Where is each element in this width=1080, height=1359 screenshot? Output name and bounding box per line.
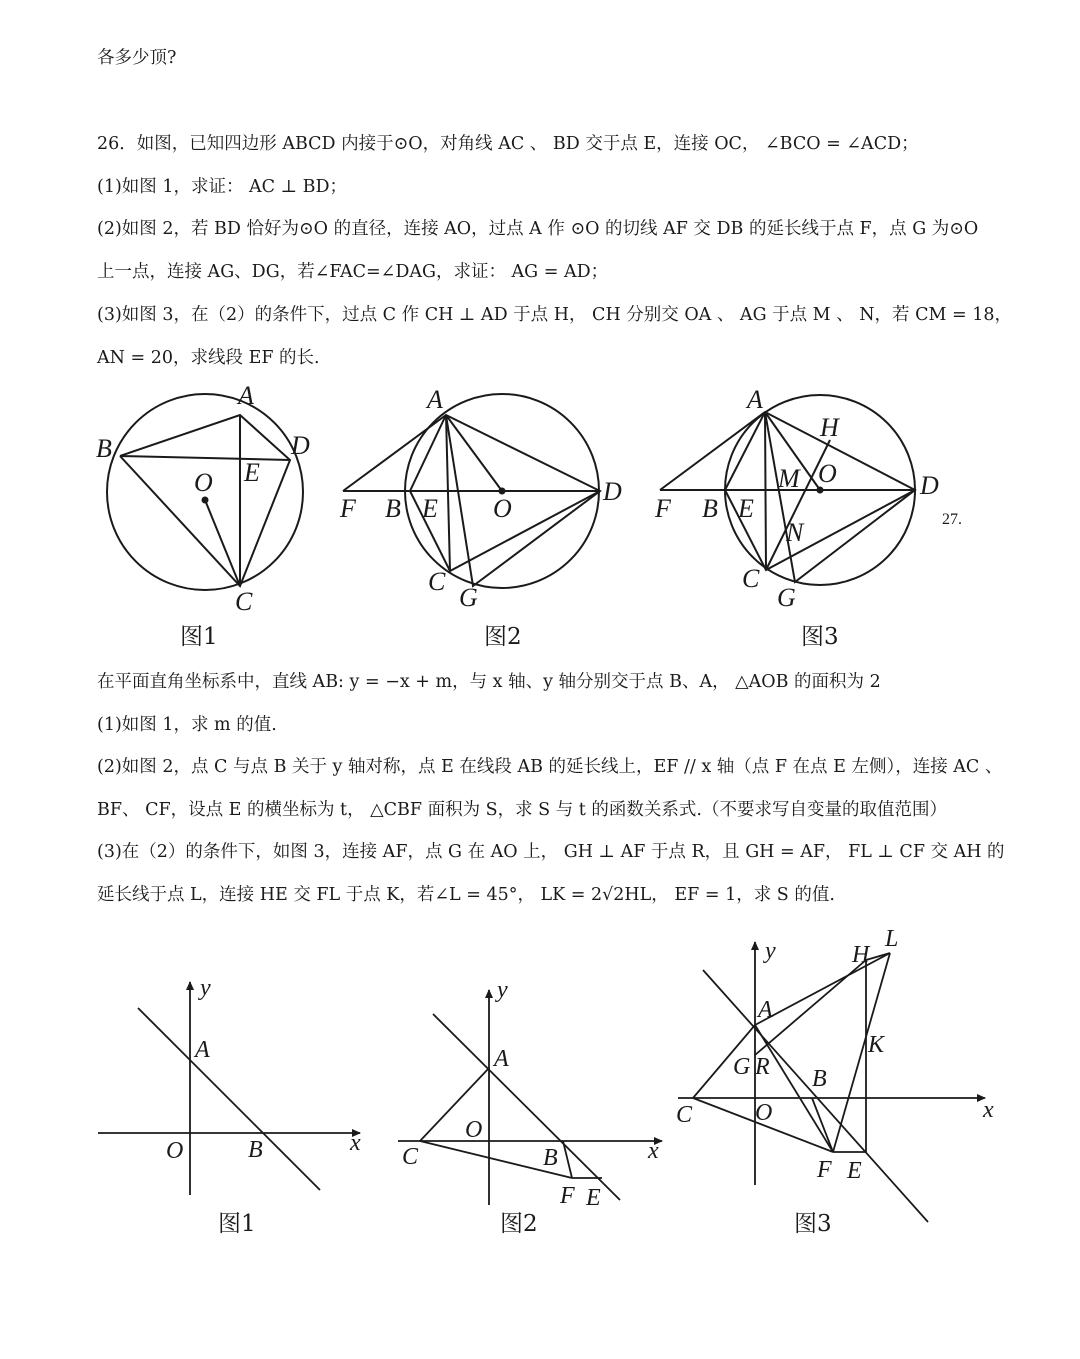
p26-figure-2 xyxy=(339,385,622,612)
p26-caption-3: 图3 xyxy=(801,624,839,650)
p26-f2-label-f: F xyxy=(340,494,356,523)
problem-27-part3-line2: 延长线于点 L，连接 HE 交 FL 于点 K，若∠L = 45°， LK = 2√2HL， EF = 1，求 S 的值. xyxy=(97,885,835,905)
problem-27-part2-line2: BF、 CF，设点 E 的横坐标为 t， △CBF 面积为 S，求 S 与 t 的函数关系式.（不要求写自变量的取值范围） xyxy=(97,800,947,820)
p27-f3-label-x: x xyxy=(983,1097,994,1123)
p26-figure-1 xyxy=(96,381,310,616)
p26-figure-3 xyxy=(654,385,962,612)
p26-f3-label-c: C xyxy=(742,564,760,593)
header-text: 各多少顶? xyxy=(97,48,177,68)
p27-f3-label-g: G xyxy=(733,1054,751,1080)
p26-f1-label-c: C xyxy=(235,587,253,616)
p26-f2-label-e: E xyxy=(422,494,438,523)
p27-caption-2: 图2 xyxy=(500,1211,538,1237)
p26-f2-label-d: D xyxy=(603,477,622,506)
p26-f3-label-n: N xyxy=(786,518,804,547)
problem-26-part3-line1: (3)如图 3，在（2）的条件下，过点 C 作 CH ⊥ AD 于点 H， CH 分别交 OA 、 AG 于点 M 、 N，若 CM = 18， xyxy=(97,305,1012,325)
problem-26-part1: (1)如图 1，求证： AC ⊥ BD； xyxy=(97,177,348,197)
p27-f3-label-r: R xyxy=(755,1054,770,1080)
problem-27-part2-line1: (2)如图 2，点 C 与点 B 关于 y 轴对称，点 E 在线段 AB 的延长线上，EF // x 轴（点 F 在点 E 左侧），连接 AC 、 xyxy=(97,757,1003,777)
p26-f2-label-g: G xyxy=(459,583,478,612)
p26-f2-label-b: B xyxy=(385,494,401,523)
p27-figure-1 xyxy=(98,975,361,1195)
p26-f2-label-a: A xyxy=(427,385,443,414)
p27-caption-1: 图1 xyxy=(218,1211,256,1237)
problem-27-number: 27. xyxy=(942,511,962,528)
p27-f2-label-e: E xyxy=(586,1185,601,1211)
p27-f1-label-y: y xyxy=(200,975,211,1001)
p26-f3-label-f: F xyxy=(655,494,671,523)
p26-f1-label-a: A xyxy=(238,381,254,410)
problem-26-part3-line2: AN = 20，求线段 EF 的长. xyxy=(97,348,320,368)
p26-f1-label-e: E xyxy=(244,458,260,487)
p27-f2-label-o: O xyxy=(465,1117,483,1143)
p26-f3-label-a: A xyxy=(747,385,763,414)
p26-f1-label-b: B xyxy=(96,434,112,463)
p27-f1-label-b: B xyxy=(248,1137,263,1163)
p27-f3-label-f: F xyxy=(817,1157,832,1183)
p27-f2-label-f: F xyxy=(560,1183,575,1209)
p27-f3-label-b: B xyxy=(812,1066,827,1092)
p27-f3-label-k: K xyxy=(868,1032,885,1058)
p27-caption-3: 图3 xyxy=(794,1211,832,1237)
p27-f3-label-h: H xyxy=(852,942,870,968)
p27-f2-label-x: x xyxy=(648,1138,659,1164)
p26-f3-label-b: B xyxy=(702,494,718,523)
p27-f3-label-e: E xyxy=(847,1158,862,1184)
p26-f3-label-e: E xyxy=(738,494,754,523)
p26-f3-label-d: D xyxy=(920,471,939,500)
problem-27-part3-line1: (3)在（2）的条件下，如图 3，连接 AF，点 G 在 AO 上， GH ⊥ AF 于点 R，且 GH = AF， FL ⊥ CF 交 AH 的 xyxy=(97,842,1005,862)
p27-f3-label-a: A xyxy=(758,997,773,1023)
p27-f1-label-x: x xyxy=(350,1130,361,1156)
p27-figure-2 xyxy=(398,977,662,1211)
problem-27-part1: (1)如图 1，求 m 的值. xyxy=(97,715,277,735)
p26-caption-1: 图1 xyxy=(180,624,218,650)
p26-f1-label-d: D xyxy=(291,431,310,460)
p26-caption-2: 图2 xyxy=(484,624,522,650)
problem-26-intro: 26．如图，已知四边形 ABCD 内接于⊙O，对角线 AC 、 BD 交于点 E，连接 OC， ∠BCO = ∠ACD； xyxy=(97,134,919,154)
p27-f3-label-l: L xyxy=(885,926,899,952)
problem-27-figures xyxy=(0,920,1080,1250)
p26-f3-label-o: O xyxy=(818,459,837,488)
problem-26-figures xyxy=(0,0,1080,660)
p27-f1-label-o: O xyxy=(166,1138,184,1164)
p27-f3-label-c: C xyxy=(676,1102,693,1128)
p26-f3-label-g: G xyxy=(777,583,796,612)
p26-f3-label-h: H xyxy=(820,413,839,442)
p27-f1-label-a: A xyxy=(195,1037,210,1063)
problem-27-intro: 在平面直角坐标系中，直线 AB: y = −x + m，与 x 轴、y 轴分别交于点 B、A， △AOB 的面积为 2 xyxy=(97,672,881,692)
p27-f2-label-c: C xyxy=(402,1144,419,1170)
p27-figure-3 xyxy=(676,926,994,1222)
p26-f2-label-o: O xyxy=(493,494,512,523)
problem-26-part2-line2: 上一点，连接 AG、DG，若∠FAC=∠DAG，求证： AG = AD； xyxy=(97,262,609,282)
p26-f2-label-c: C xyxy=(428,567,446,596)
problem-26-part2-line1: (2)如图 2，若 BD 恰好为⊙O 的直径，连接 AO，过点 A 作 ⊙O 的切线 AF 交 DB 的延长线于点 F，点 G 为⊙O xyxy=(97,219,979,239)
p26-f3-label-m: M xyxy=(778,464,800,493)
p26-f1-label-o: O xyxy=(194,468,213,497)
p27-f3-label-o: O xyxy=(755,1100,773,1126)
p27-f2-label-y: y xyxy=(497,977,508,1003)
p27-f2-label-b: B xyxy=(543,1145,558,1171)
p27-f2-label-a: A xyxy=(494,1046,509,1072)
p27-f3-label-y: y xyxy=(765,938,776,964)
